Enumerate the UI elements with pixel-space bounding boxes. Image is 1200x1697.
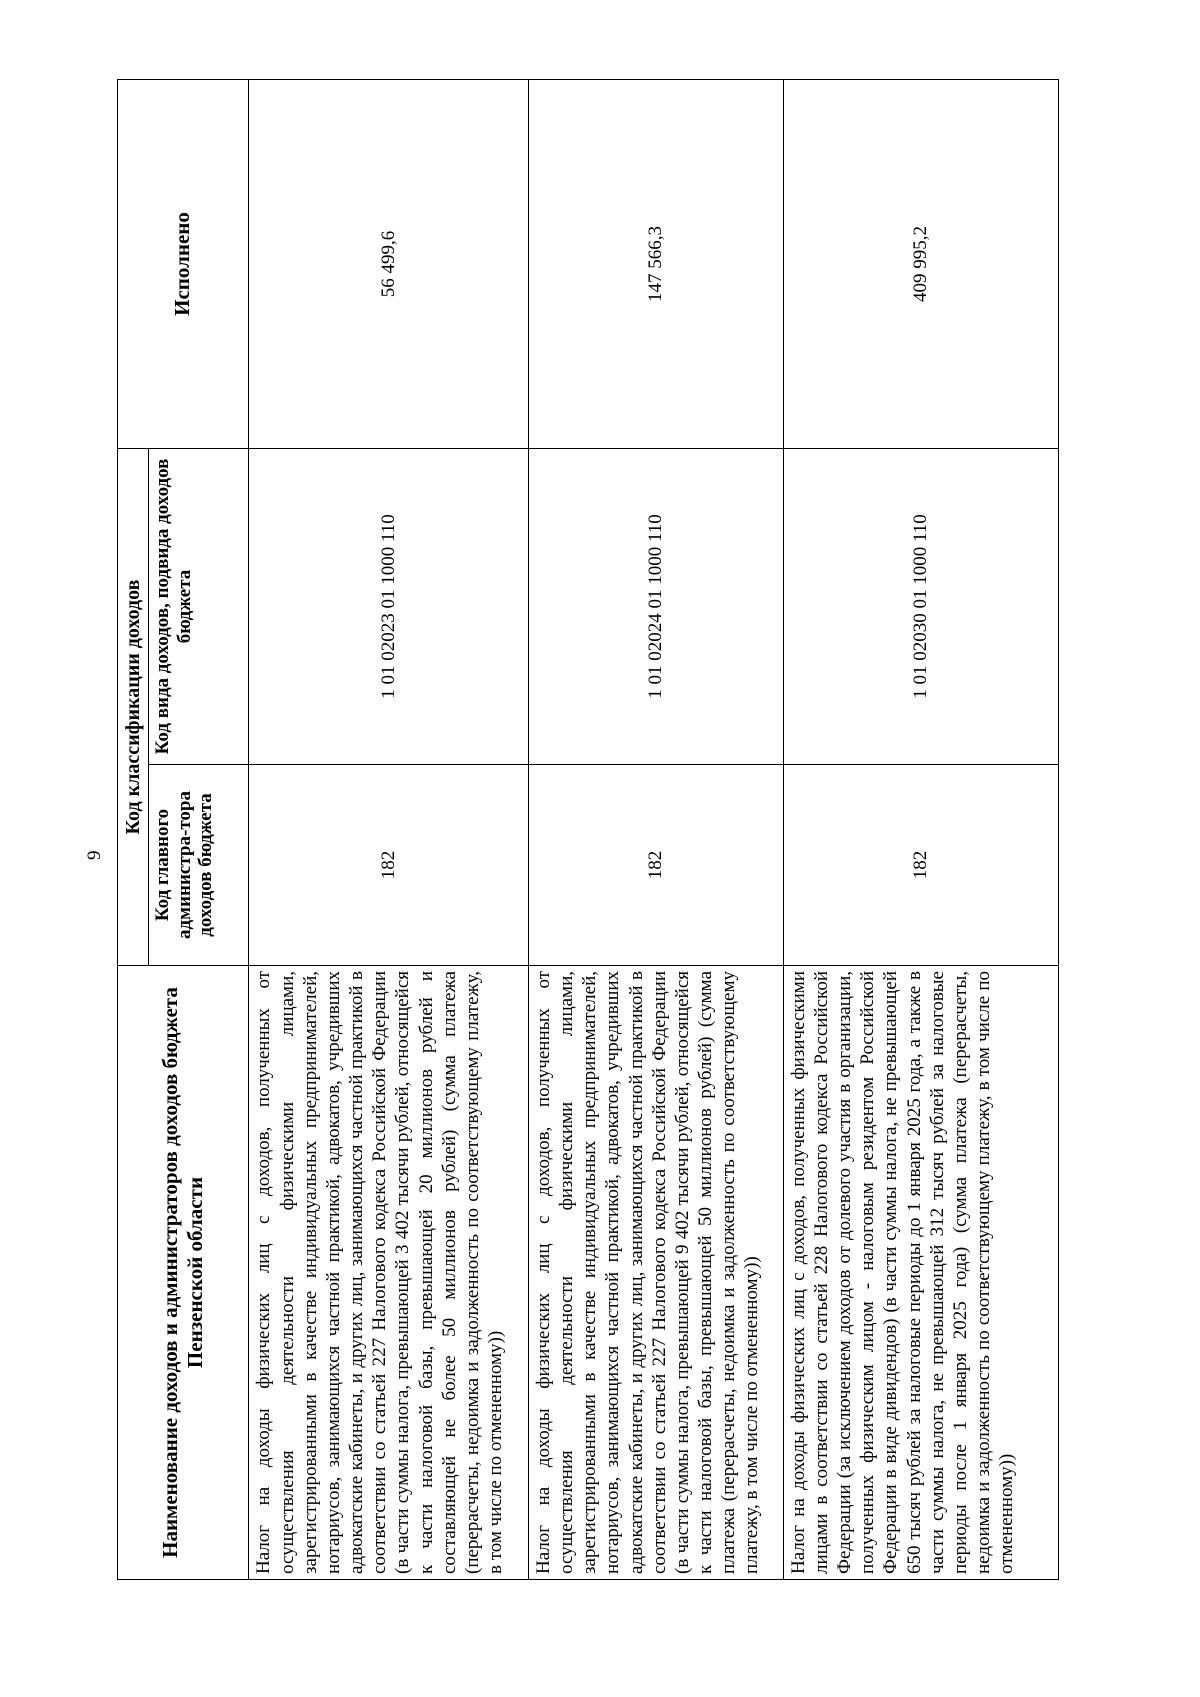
executed-sum-cell: 56 499,6 [249,79,528,448]
table-row [249,79,528,1579]
income-code-cell: 1 01 02024 01 1000 110 [528,448,783,764]
executed-sum-cell: 147 566,3 [528,79,783,448]
header-income-name: Наименование доходов и администраторов доходов бюджета Пензенской области [118,966,249,1580]
income-code-cell: 1 01 02023 01 1000 110 [249,448,528,764]
admin-code-cell: 182 [783,765,1058,966]
income-name-cell: Налог на доходы физических лиц с доходов, полученных от осуществления деятельности физическими лицами, зарегистрированными в качестве индивидуальных предпринимателей, нотариусов, занимающихся частной практикой, адвокатов, учредивших адвокатские кабинеты, и других лиц, занимающихся частной практикой в соответствии со статьей 227 Налогового кодекса Российской Федерации (в части суммы налога, превышающей 9 402 тысячи рублей, относящейся к части налоговой базы, превышающей 50 миллионов рублей) (сумма платежа (перерасчеты, недоимка и задолженность по соответствующему платежу, в том числе по отмененному)) [528,966,783,1580]
header-income-type-code: Код вида доходов, подвида доходов бюджета [149,448,249,764]
header-classification-group: Код классификации доходов [118,448,149,965]
rotated-table-container [117,80,1059,1580]
executed-sum-cell: 409 995,2 [783,79,1058,448]
admin-code-cell: 182 [528,765,783,966]
admin-code-cell: 182 [249,765,528,966]
income-code-cell: 1 01 02030 01 1000 110 [783,448,1058,764]
page-number: 9 [84,850,105,860]
table-row [783,79,1058,1579]
income-name-cell: Налог на доходы физических лиц с доходов, полученных от осуществления деятельности физическими лицами, зарегистрированными в качестве индивидуальных предпринимателей, нотариусов, занимающихся частной практикой, адвокатов, учредивших адвокатские кабинеты, и других лиц, занимающихся частной практикой в соответствии со статьей 227 Налогового кодекса Российской Федерации (в части суммы налога, превышающей 3 402 тысячи рублей, относящейся к части налоговой базы, превышающей 20 миллионов рублей и составляющей не более 50 миллионов рублей) (сумма платежа (перерасчеты, недоимка и задолженность по соответствующему платежу, в том числе по отмененному)) [249,966,528,1580]
table-row [528,79,783,1579]
header-row-top [118,79,149,1579]
income-table [117,79,1059,1580]
income-name-cell: Налог на доходы физических лиц с доходов, полученных физическими лицами в соответствии со статьей 228 Налогового кодекса Российской Федерации (за исключением доходов от долевого участия в организации, полученных физическим лицом - налоговым резидентом Российской Федерации в виде дивидендов) (в части суммы налога, не превышающей 650 тысяч рублей за налоговые периоды до 1 января 2025 года, а также в части суммы налога, не превышающей 312 тысяч рублей за налоговые периоды после 1 января 2025 года) (сумма платежа (перерасчеты, недоимка и задолженность по соответствующему платежу, в том числе по отмененному)) [783,966,1058,1580]
header-executed: Исполнено [118,79,249,448]
header-admin-code: Код главного администра-тора доходов бюджета [149,765,249,966]
